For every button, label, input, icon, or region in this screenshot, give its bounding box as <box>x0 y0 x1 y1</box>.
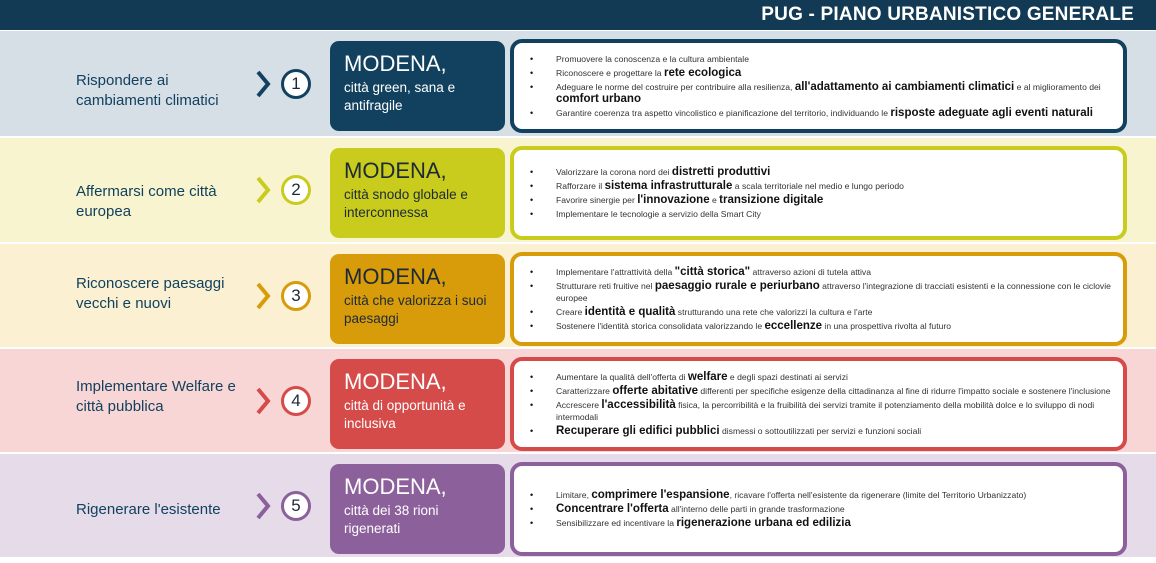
action-text: fisica, la percorribilità e la fruibilità dei servizi tramite il potenziamento della mobilità dolce e lo sviluppo di nodi intermodali <box>556 400 1095 422</box>
page-title: PUG - PIANO URBANISTICO GENERALE <box>761 4 1134 25</box>
actions-list <box>528 51 1115 121</box>
objective-label: Affermarsi come città europea <box>76 183 217 220</box>
action-highlight: rigenerazione urbana ed edilizia <box>676 517 851 529</box>
action-text: Favorire sinergie per <box>556 195 638 205</box>
action-highlight: rete ecologica <box>663 67 742 79</box>
action-highlight: Recuperare gli edifici pubblici <box>556 425 720 437</box>
step-number-badge: 3 <box>281 281 311 311</box>
action-highlight: offerte abitative <box>612 385 698 397</box>
action-text: differenti per specifiche esigenze della cittadinanza al fine di ridurre l'impatto sociale e sostenere l'inclusione <box>698 386 1111 396</box>
action-item <box>556 399 1115 423</box>
objective-label: Implementare Welfare e città pubblica <box>76 378 236 415</box>
action-highlight: paesaggio rurale e periurbano <box>654 280 820 292</box>
action-text: Implementare le tecnologie a servizio della Smart City <box>556 209 761 219</box>
modena-box-subtitle: città green, sana e antifragile <box>344 80 456 113</box>
actions-box <box>510 39 1127 133</box>
action-text: Limitare, <box>556 490 592 500</box>
modena-box-subtitle: città che valorizza i suoi paesaggi <box>344 293 487 326</box>
action-highlight: eccellenze <box>764 320 823 332</box>
action-text: Valorizzare la corona nord dei <box>556 167 672 177</box>
modena-box-subtitle: città snodo globale e interconnessa <box>344 187 468 220</box>
action-text: Garantire coerenza tra aspetto vincolistico e pianificazione del territorio, individuando le <box>556 108 891 118</box>
action-text: Implementare l'attrattività della <box>556 267 675 277</box>
step-number-badge: 1 <box>281 69 311 99</box>
action-item <box>556 194 1115 206</box>
action-text: Sostenere l'identità storica consolidata valorizzando le <box>556 321 765 331</box>
modena-box <box>330 41 505 131</box>
objective-row <box>0 454 1156 557</box>
action-item <box>556 517 1115 529</box>
action-text: Strutturare reti fruitive nel <box>556 281 655 291</box>
action-text: , ricavare l'offerta nell'esistente da rigenerare (limite del Territorio Urbanizzato) <box>729 490 1027 500</box>
action-item <box>556 180 1115 192</box>
action-item <box>556 489 1115 501</box>
modena-box-subtitle: città dei 38 rioni rigenerati <box>344 503 439 536</box>
actions-box <box>510 357 1127 451</box>
action-highlight: welfare <box>687 371 728 383</box>
action-text: in una prospettiva rivolta al futuro <box>822 321 952 331</box>
action-text: Adeguare le norme del costruire per contribuire alla resilienza, <box>556 82 795 92</box>
modena-box-title: MODENA, <box>344 474 447 499</box>
modena-box-subtitle: città di opportunità e inclusiva <box>344 398 466 431</box>
action-text: a scala territoriale nel medio e lungo periodo <box>732 181 904 191</box>
action-text: e al miglioramento dei <box>1014 82 1101 92</box>
action-highlight: sistema infrastrutturale <box>604 180 733 192</box>
objective-label: Rispondere ai cambiamenti climatici <box>76 72 219 109</box>
action-item <box>556 503 1115 515</box>
action-item <box>556 280 1115 304</box>
modena-box-title: MODENA, <box>344 369 447 394</box>
modena-box-title: MODENA, <box>344 51 447 76</box>
action-text: Promuovere la conoscenza e la cultura ambientale <box>556 54 749 64</box>
objective-row <box>0 349 1156 452</box>
header-bar <box>0 0 1156 30</box>
action-item <box>556 107 1115 119</box>
action-text: Riconoscere e progettare la <box>556 68 664 78</box>
action-highlight: distretti produttivi <box>671 166 771 178</box>
action-highlight: identità e qualità <box>584 306 676 318</box>
action-highlight: l'accessibilità <box>601 399 676 411</box>
chevron-right-icon <box>254 281 272 311</box>
action-item <box>556 166 1115 178</box>
action-text: Accrescere <box>556 400 602 410</box>
step-number-badge: 2 <box>281 175 311 205</box>
action-text: Rafforzare il <box>556 181 605 191</box>
step-number-badge: 5 <box>281 491 311 521</box>
action-item <box>556 208 1115 220</box>
action-text: e <box>709 195 720 205</box>
chevron-right-icon <box>254 69 272 99</box>
action-item <box>556 266 1115 278</box>
action-highlight: l'innovazione <box>637 194 710 206</box>
objective-label: Riconoscere paesaggi vecchi e nuovi <box>76 275 225 312</box>
action-text: e degli spazi destinati ai servizi <box>727 372 848 382</box>
action-item <box>556 371 1115 383</box>
action-text: all'interno delle parti in grande trasformazione <box>668 504 845 514</box>
actions-box <box>510 462 1127 556</box>
action-text: dismessi o sottoutilizzati per servizi e funzioni sociali <box>719 426 922 436</box>
action-highlight: transizione digitale <box>719 194 824 206</box>
action-item <box>556 385 1115 397</box>
action-text: Sensibilizzare ed incentivare la <box>556 518 677 528</box>
action-item <box>556 67 1115 79</box>
actions-list <box>528 369 1115 439</box>
actions-box <box>510 146 1127 240</box>
actions-list <box>528 487 1115 531</box>
modena-box-title: MODENA, <box>344 264 447 289</box>
action-highlight: Concentrare l'offerta <box>556 503 669 515</box>
action-text: strutturando una rete che valorizzi la cultura e l'arte <box>675 307 873 317</box>
action-text: Aumentare la qualità dell'offerta di <box>556 372 688 382</box>
modena-box <box>330 148 505 238</box>
action-item <box>556 425 1115 437</box>
action-text: Creare <box>556 307 585 317</box>
actions-list <box>528 264 1115 334</box>
action-text: attraverso azioni di tutela attiva <box>750 267 871 277</box>
objective-row <box>0 138 1156 242</box>
modena-box <box>330 254 505 344</box>
chevron-right-icon <box>254 386 272 416</box>
action-highlight: all'adattamento ai cambiamenti climatici <box>794 81 1015 93</box>
action-item <box>556 81 1115 105</box>
actions-list <box>528 164 1115 222</box>
action-text: Caratterizzare <box>556 386 613 396</box>
modena-box <box>330 359 505 449</box>
chevron-right-icon <box>254 175 272 205</box>
objective-row <box>0 31 1156 136</box>
action-highlight: comprimere l'espansione <box>591 489 730 501</box>
action-item <box>556 53 1115 65</box>
action-item <box>556 306 1115 318</box>
action-text: attraverso l'integrazione di tracciati esistenti e la connessione con le ciclovie europee <box>556 281 1111 303</box>
modena-box-title: MODENA, <box>344 158 447 183</box>
action-item <box>556 320 1115 332</box>
actions-box <box>510 252 1127 346</box>
action-highlight: "città storica" <box>674 266 751 278</box>
chevron-right-icon <box>254 491 272 521</box>
objective-label: Rigenerare l'esistente <box>76 501 221 518</box>
modena-box <box>330 464 505 554</box>
step-number-badge: 4 <box>281 386 311 416</box>
action-highlight: risposte adeguate agli eventi naturali <box>890 107 1093 119</box>
objective-row <box>0 244 1156 347</box>
action-highlight: comfort urbano <box>556 93 641 105</box>
